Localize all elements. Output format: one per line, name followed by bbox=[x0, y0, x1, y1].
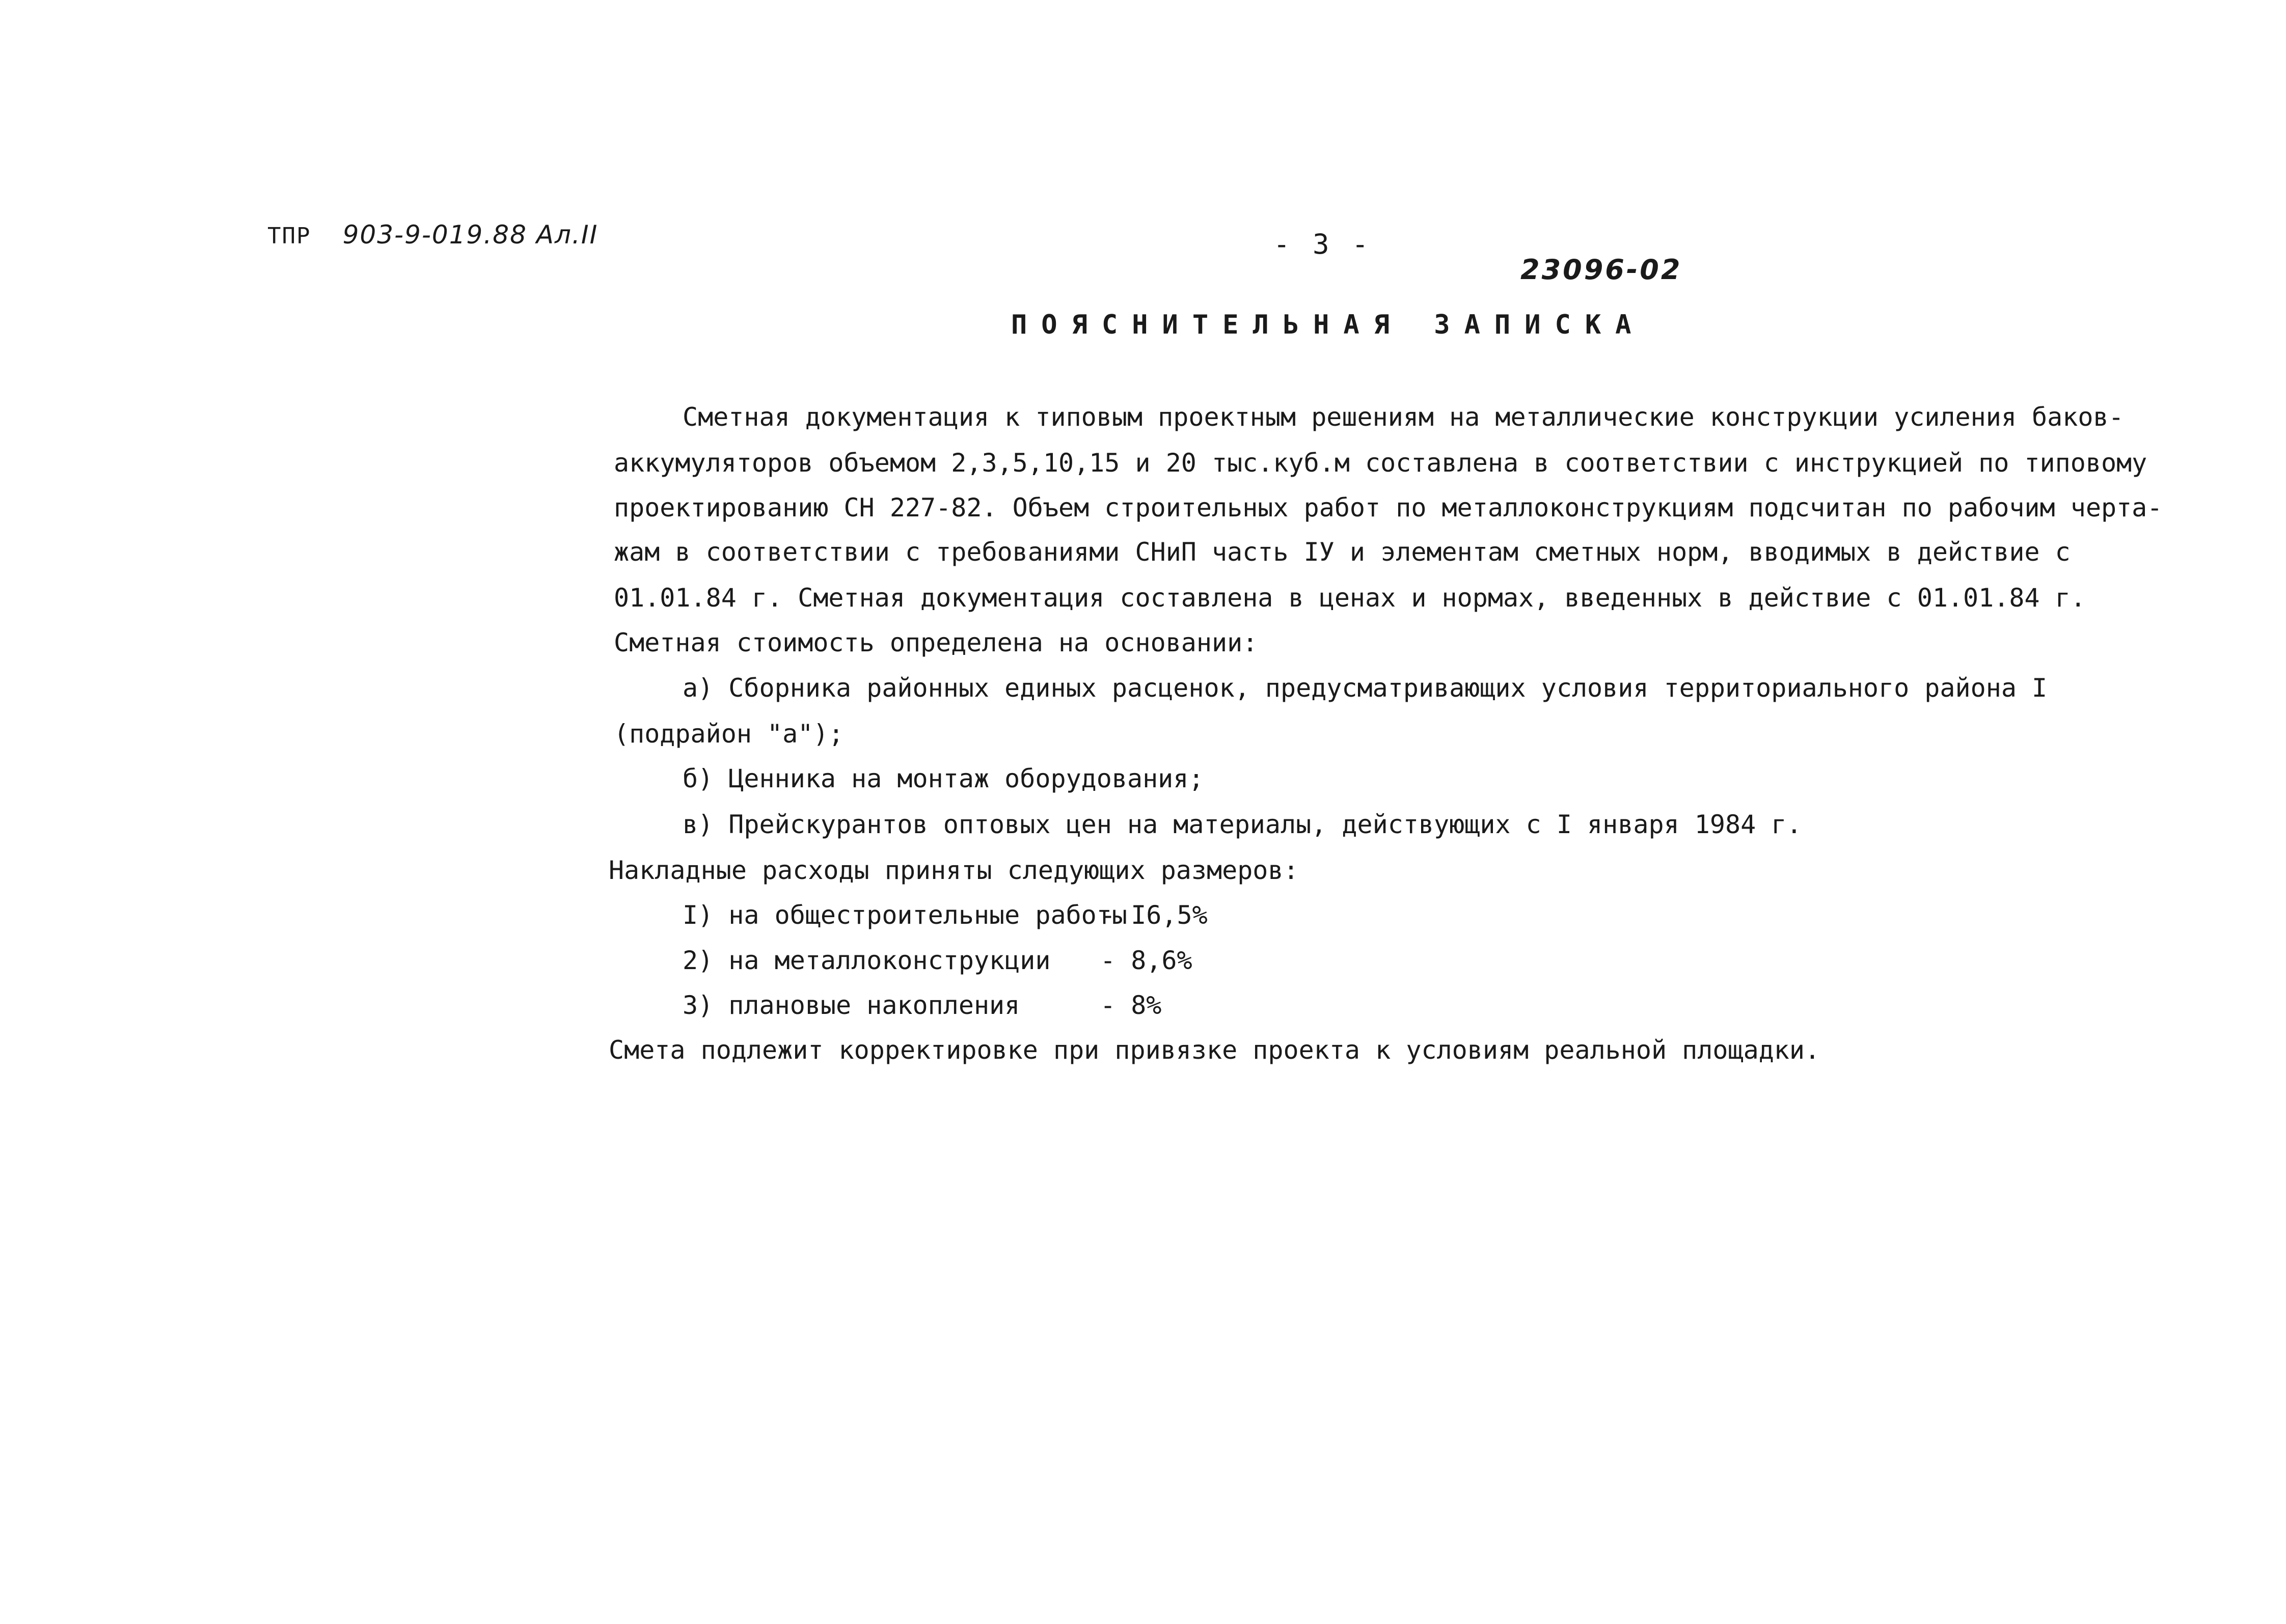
doc-number: 23096-02 bbox=[1520, 254, 1682, 286]
overhead-item-label: 2) на металлоконструкции bbox=[683, 946, 1051, 975]
overhead-intro: Накладные расходы приняты следующих размеров: bbox=[609, 856, 1299, 885]
closing-sentence: Смета подлежит корректировке при привязке проекта к условиям реальной площадки. bbox=[609, 1035, 1820, 1065]
document-title: ПОЯСНИТЕЛЬНАЯ ЗАПИСКА bbox=[1011, 310, 1646, 340]
para1-line: Сметная стоимость определена на основании: bbox=[614, 628, 1258, 657]
overhead-item-label: I) на общестроительные работы bbox=[683, 900, 1127, 930]
overhead-item-value: - I6,5% bbox=[1100, 900, 1208, 930]
para1-line: аккумуляторов объемом 2,3,5,10,15 и 20 тыс.куб.м составлена в соответствии с инструкцией по типовому bbox=[614, 448, 2147, 478]
overhead-item-label: 3) плановые накопления bbox=[683, 990, 1020, 1020]
basis-item-c: в) Прейскурантов оптовых цен на материалы, действующих с I января 1984 г. bbox=[683, 810, 1802, 839]
basis-item-a-cont: (подрайон "а"); bbox=[614, 719, 844, 749]
basis-item-a: а) Сборника районных единых расценок, предусматривающих условия территориального района I bbox=[683, 673, 2048, 703]
para1-line: проектированию СН 227-82. Объем строительных работ по металлоконструкциям подсчитан по рабочим черта- bbox=[614, 493, 2163, 522]
doc-code-prefix: ТПР bbox=[267, 223, 311, 249]
page-number: - 3 - bbox=[1273, 228, 1372, 260]
para1-line: Сметная документация к типовым проектным решениям на металлические конструкции усиления баков- bbox=[683, 402, 2124, 432]
overhead-item-value: - 8,6% bbox=[1100, 946, 1192, 975]
para1-line: 01.01.84 г. Сметная документация составлена в ценах и нормах, введенных в действие с 01.01.84 г. bbox=[614, 583, 2086, 613]
doc-code-handwritten: 903-9-019.88 Ал.II bbox=[342, 220, 598, 250]
doc-code bbox=[267, 220, 598, 250]
para1-line: жам в соответствии с требованиями СНиП часть IУ и элементам сметных норм, вводимых в действие с bbox=[614, 537, 2071, 567]
basis-item-b: б) Ценника на монтаж оборудования; bbox=[683, 764, 1204, 793]
overhead-item-value: - 8% bbox=[1100, 990, 1162, 1020]
